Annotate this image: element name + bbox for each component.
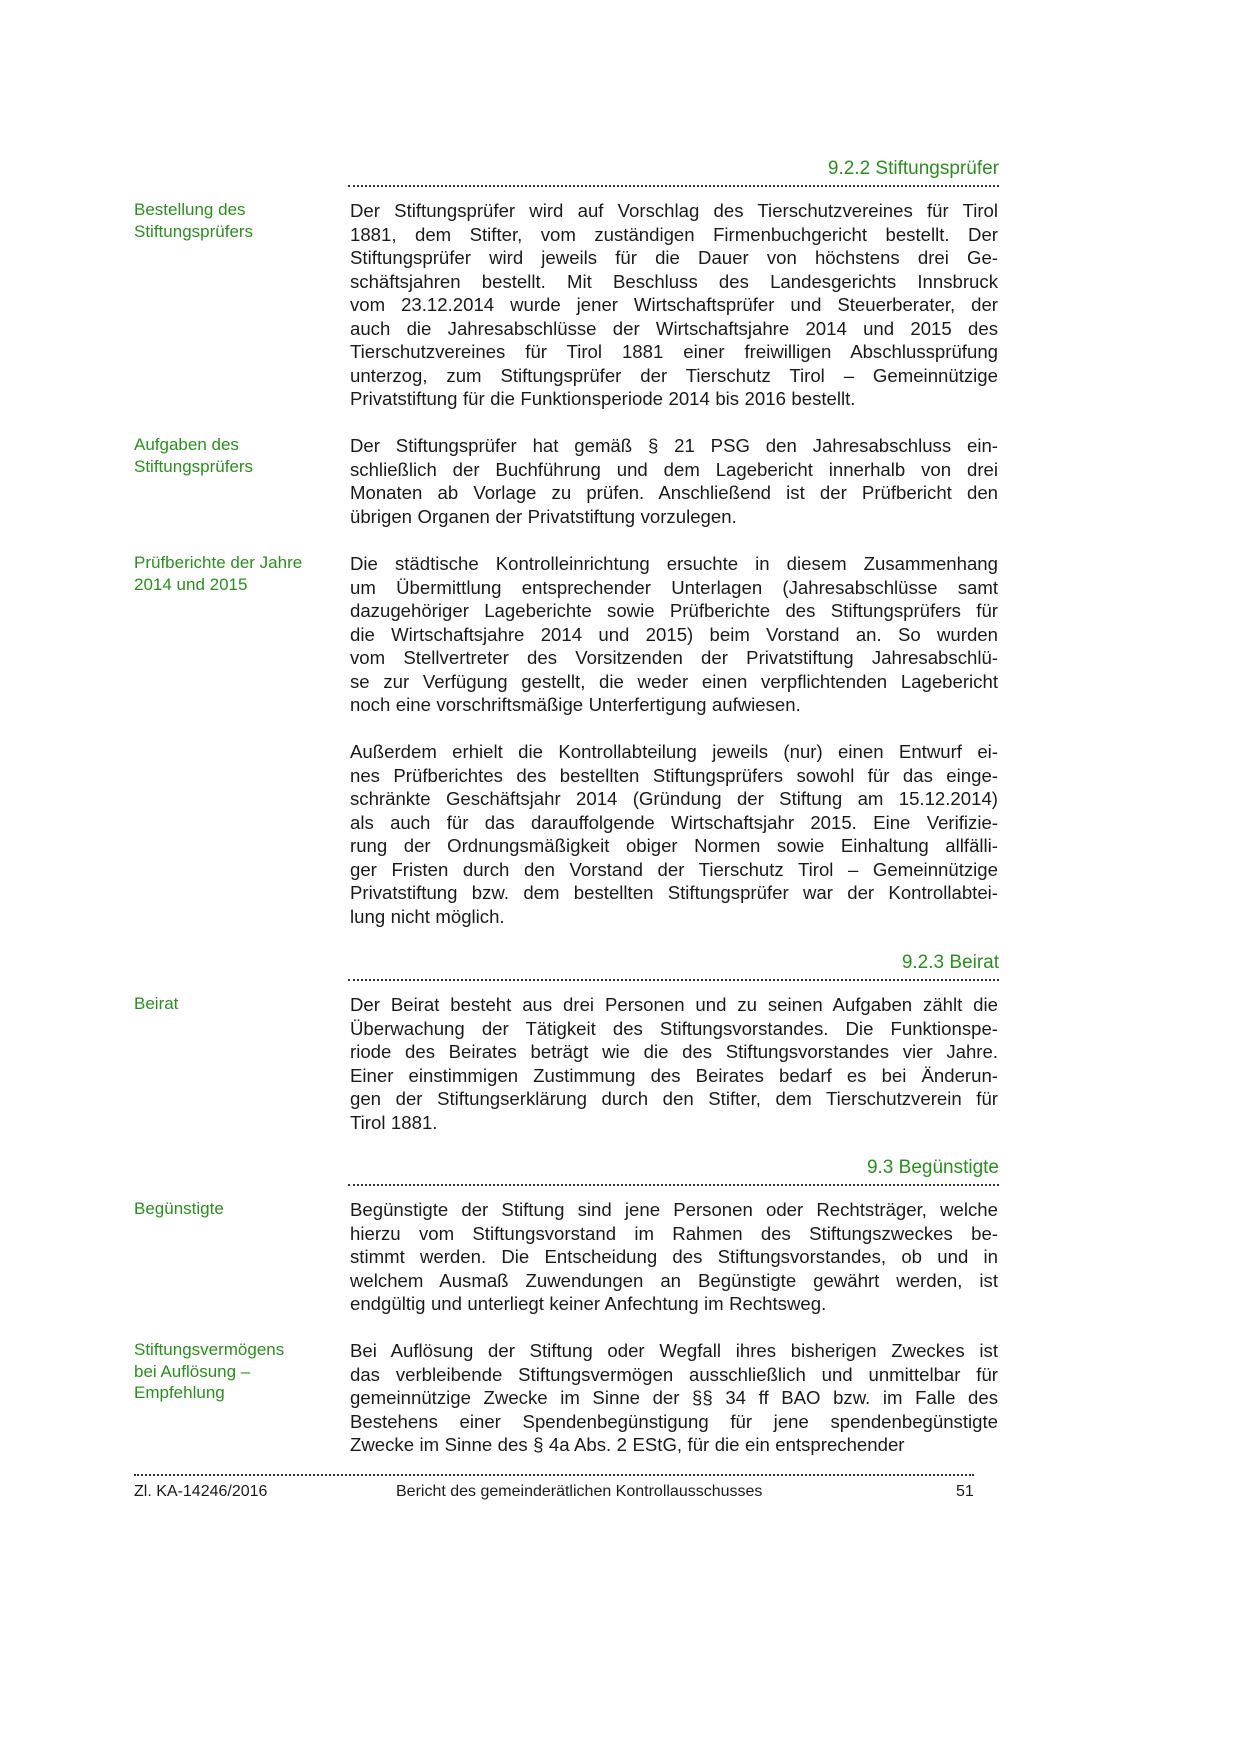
text-line: Aufgaben des [134, 435, 239, 454]
text-line: um Übermittlung entsprechender Unterlagen (Jahresabschlüsse samt [350, 576, 998, 598]
paragraph-beguenstigte [350, 1198, 998, 1316]
text-line: schäftsjahren bestellt. Mit Beschluss des Landesgerichts Innsbruck [350, 270, 998, 292]
side-label-beguenstigte [134, 1198, 334, 1220]
paragraph-aufgaben [350, 434, 998, 528]
paragraph-pruefberichte-2 [350, 740, 998, 928]
text-line: Bestellung des [134, 200, 246, 219]
paragraph-vermoegen [350, 1339, 998, 1457]
text-line: Monaten ab Vorlage zu prüfen. Anschließend ist der Prüfbericht den [350, 482, 998, 503]
text-line: Tierschutzvereines für Tirol 1881 einer freiwilligen Abschlussprüfung [350, 341, 998, 362]
text-line: das verbleibende Stiftungsvermögen ausschließlich und unmittelbar für [350, 1363, 998, 1385]
text-line: hierzu vom Stiftungsvorstand im Rahmen des Stiftungszweckes be- [350, 1222, 998, 1244]
text-line: rung der Ordnungsmäßigkeit obiger Normen sowie Einhaltung allfälli- [350, 835, 998, 856]
side-label-vermoegen [134, 1339, 334, 1404]
text-line: Der Beirat besteht aus drei Personen und zu seinen Aufgaben zählt die [350, 994, 998, 1015]
text-line: welchem Ausmaß Zuwendungen an Begünstigte gewährt werden, ist [350, 1269, 998, 1291]
text-line: bei Auflösung – [134, 1361, 251, 1381]
text-line: Privatstiftung bzw. dem bestellten Stiftungsprüfer war der Kontrollabtei- [350, 882, 998, 903]
text-line: schränkte Geschäftsjahr 2014 (Gründung der Stiftung am 15.12.2014) [350, 788, 998, 809]
text-line: Empfehlung [134, 1383, 225, 1402]
text-line: nes Prüfberichtes des bestellten Stiftungsprüfers sowohl für das einge- [350, 764, 998, 786]
text-line: übrigen Organen der Privatstiftung vorzulegen. [350, 505, 737, 527]
section-heading-9-2-3: 9.2.3 Beirat [348, 952, 999, 981]
text-line: lung nicht möglich. [350, 905, 505, 927]
text-line: gen der Stiftungserklärung durch den Stifter, dem Tierschutzverein für [350, 1088, 998, 1109]
text-line: Stiftungsprüfers [134, 456, 254, 476]
footer-reference: Zl. KA-14246/2016 [134, 1483, 268, 1500]
text-line: Stiftungsprüfers [134, 221, 254, 241]
text-line: Bei Auflösung der Stiftung oder Wegfall ihres bisherigen Zweckes ist [350, 1340, 998, 1361]
text-line: endgültig und unterliegt keiner Anfechtung im Rechtsweg. [350, 1293, 827, 1314]
text-line: Stiftungsvermögens [134, 1340, 285, 1359]
text-line: Beirat [134, 994, 179, 1013]
section-heading-9-3: 9.3 Begünstigte [348, 1157, 999, 1186]
text-line: vom 23.12.2014 wurde jener Wirtschaftsprüfer und Steuerberater, der [350, 294, 998, 315]
text-line: Der Stiftungsprüfer hat gemäß § 21 PSG den Jahresabschluss ein- [350, 435, 998, 456]
text-line: Stiftungsprüfer wird jeweils für die Dauer von höchstens drei Ge- [350, 247, 998, 268]
side-label-aufgaben [134, 434, 334, 477]
side-label-pruefberichte [134, 552, 334, 595]
text-line: dazugehöriger Lageberichte sowie Prüfberichte des Stiftungsprüfers für [350, 600, 998, 621]
text-line: Die städtische Kontrolleinrichtung ersuchte in diesem Zusammenhang [350, 553, 998, 574]
text-line: Einer einstimmigen Zustimmung des Beirates bedarf es bei Änderun- [350, 1064, 998, 1086]
text-line: Außerdem erhielt die Kontrollabteilung jeweils (nur) einen Entwurf ei- [350, 741, 998, 762]
text-line: Privatstiftung für die Funktionsperiode 2014 bis 2016 bestellt. [350, 388, 856, 409]
text-line: 1881, dem Stifter, vom zuständigen Firmenbuchgericht bestellt. Der [350, 223, 998, 245]
text-line: als auch für das darauffolgende Wirtschaftsjahr 2015. Eine Verifizie- [350, 811, 998, 833]
text-line: riode des Beirates beträgt wie die des Stiftungsvorstandes vier Jahre. [350, 1041, 998, 1062]
text-line: Der Stiftungsprüfer wird auf Vorschlag des Tierschutzvereines für Tirol [350, 200, 998, 221]
text-line: Begünstigte [134, 1199, 224, 1218]
text-line: Prüfberichte der Jahre [134, 553, 303, 572]
text-line: Bestehens einer Spendenbegünstigung für jene spendenbegünstigte [350, 1410, 998, 1432]
text-line: Tirol 1881. [350, 1111, 438, 1133]
side-label-bestellung [134, 199, 334, 242]
text-line: ger Fristen durch den Vorstand der Tierschutz Tirol – Gemeinnützige [350, 858, 998, 880]
text-line: stimmt werden. Die Entscheidung des Stiftungsvorstandes, ob und in [350, 1246, 998, 1267]
paragraph-bestellung [350, 199, 998, 411]
text-line: die Wirtschaftsjahre 2014 und 2015) beim Vorstand an. So wurden [350, 623, 998, 645]
text-line: 2014 und 2015 [134, 574, 248, 594]
side-label-beirat [134, 993, 334, 1015]
text-line: vom Stellvertreter des Vorsitzenden der Privatstiftung Jahresabschlü- [350, 647, 998, 668]
text-line: gemeinnützige Zwecke im Sinne der §§ 34 ff BAO bzw. im Falle des [350, 1387, 998, 1408]
footer-page-number: 51 [956, 1483, 974, 1500]
text-line: se zur Verfügung gestellt, die weder einen verpflichtenden Lagebericht [350, 670, 998, 692]
footer-title: Bericht des gemeinderätlichen Kontrollausschusses [396, 1483, 763, 1500]
text-line: Zwecke im Sinne des § 4a Abs. 2 EStG, für die ein entsprechender [350, 1434, 905, 1455]
paragraph-beirat [350, 993, 998, 1134]
text-line: schließlich der Buchführung und dem Lagebericht innerhalb von drei [350, 458, 998, 480]
text-line: auch die Jahresabschlüsse der Wirtschaftsjahre 2014 und 2015 des [350, 317, 998, 339]
text-line: Überwachung der Tätigkeit des Stiftungsvorstandes. Die Funktionspe- [350, 1017, 998, 1039]
paragraph-pruefberichte-1 [350, 552, 998, 717]
footer-divider [134, 1474, 974, 1476]
text-line: unterzog, zum Stiftungsprüfer der Tierschutz Tirol – Gemeinnützige [350, 364, 998, 386]
text-line: Begünstigte der Stiftung sind jene Personen oder Rechtsträger, welche [350, 1199, 998, 1220]
text-line: noch eine vorschriftsmäßige Unterfertigung aufwiesen. [350, 694, 801, 715]
section-heading-9-2-2: 9.2.2 Stiftungsprüfer [348, 158, 999, 187]
